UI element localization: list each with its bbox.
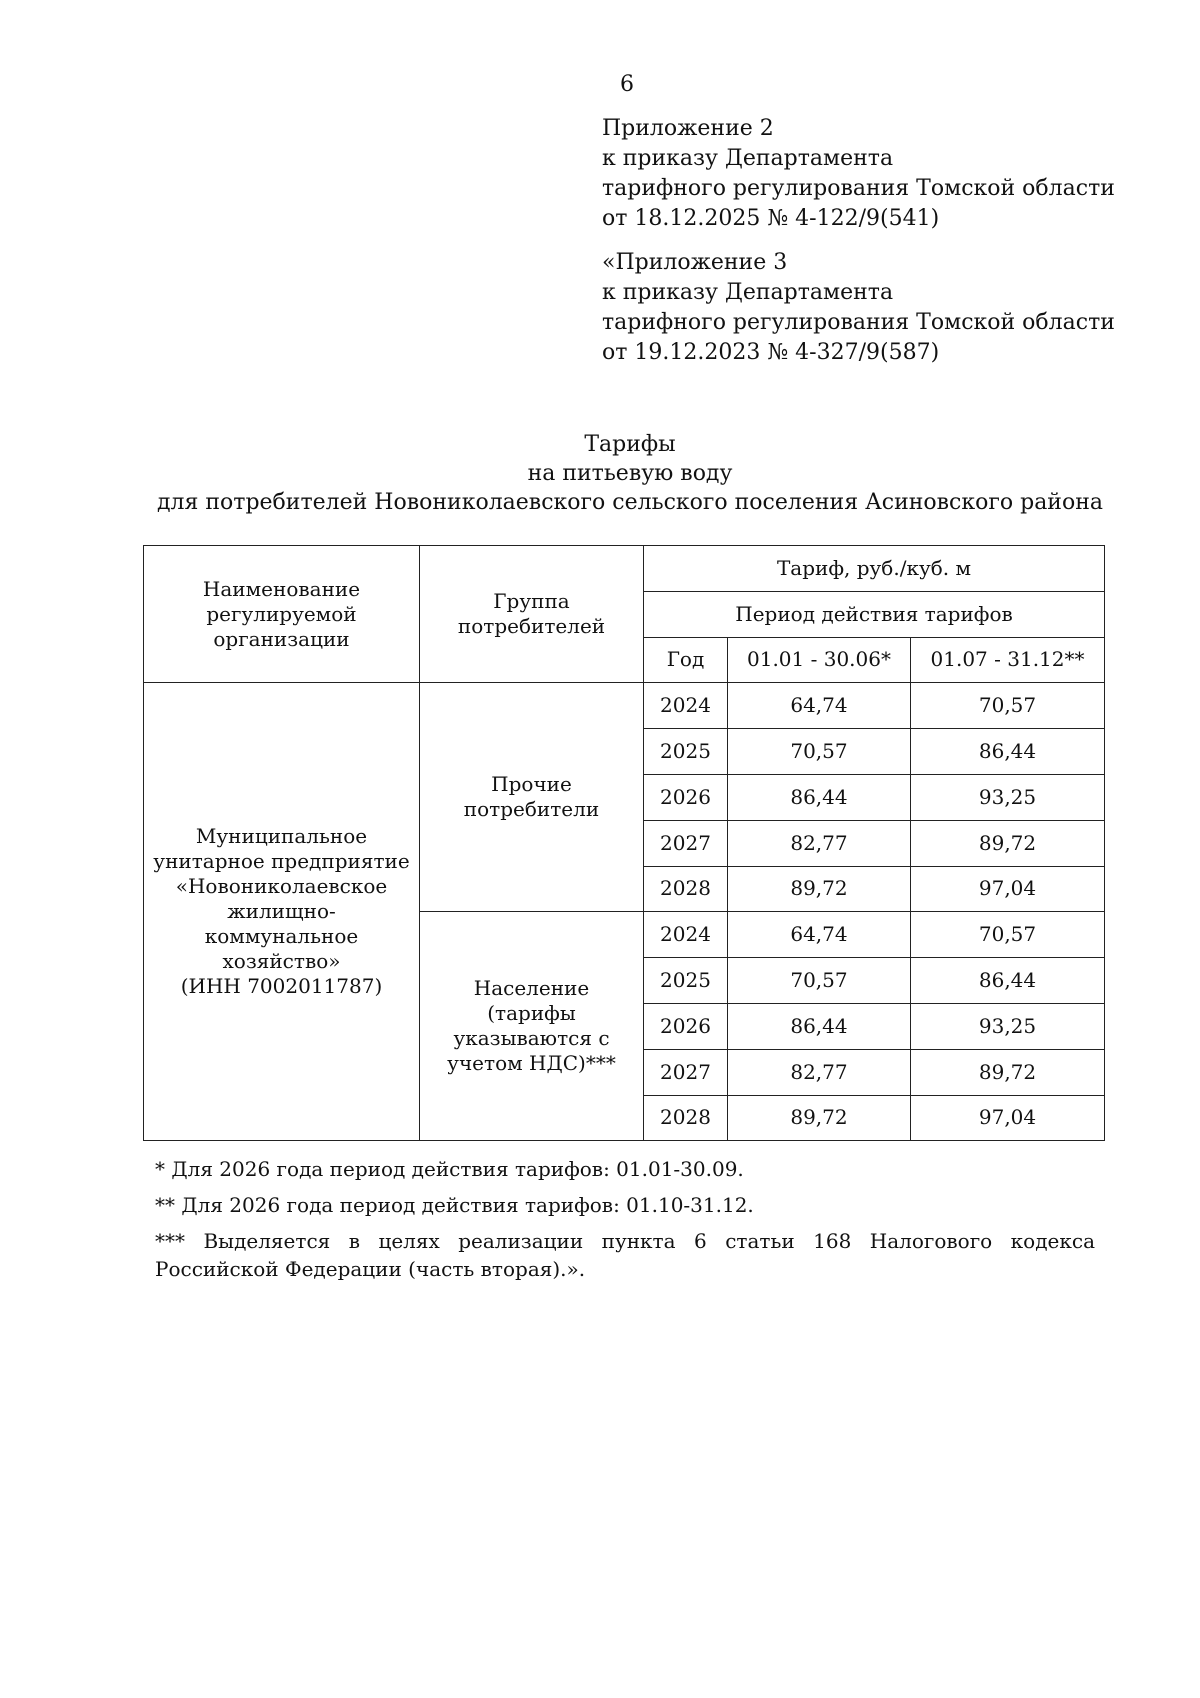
year-cell: 2027 [644,820,728,866]
year-cell: 2026 [644,1003,728,1049]
tariff-period-2-cell: 97,04 [911,1095,1105,1141]
header-org: Наименование регулируемой организации [144,546,420,683]
tariff-table [143,545,1105,1141]
annex-reference-current [602,114,1162,234]
tariff-period-1-cell: 89,72 [728,1095,911,1141]
tariff-period-2-cell: 86,44 [911,729,1105,775]
annex-line: от 18.12.2025 № 4-122/9(541) [602,206,940,231]
organization-name-line: Муниципальное [195,824,368,849]
consumer-group-line: Прочие [491,772,572,797]
header-group: Группа потребителей [420,546,644,683]
footnote-2: ** Для 2026 года период действия тарифов: 01.10-31.12. [155,1193,754,1217]
year-cell: 2026 [644,774,728,820]
tariff-period-1-cell: 89,72 [728,866,911,912]
tariff-period-2-cell: 89,72 [911,820,1105,866]
tariff-period-2-cell: 97,04 [911,866,1105,912]
footnote-1: * Для 2026 года период действия тарифов: 01.01-30.09. [155,1157,744,1181]
year-cell: 2027 [644,1049,728,1095]
annex-reference-original [602,248,1162,368]
header-tariff: Тариф, руб./куб. м [644,546,1105,592]
document-title [120,430,1140,517]
tariff-period-1-cell: 86,44 [728,774,911,820]
tariff-period-1-cell: 82,77 [728,1049,911,1095]
consumer-group-line: учетом НДС)*** [447,1051,616,1076]
annex-line: тарифного регулирования Томской области [602,310,1115,335]
header-period-2: 01.07 - 31.12** [911,637,1105,683]
organization-name-line: хозяйство» [222,949,341,974]
tariff-period-1-cell: 82,77 [728,820,911,866]
tariff-period-2-cell: 70,57 [911,912,1105,958]
footnotes [155,1155,1095,1291]
page-number: 6 [620,72,634,97]
year-cell: 2025 [644,958,728,1004]
annex-line: к приказу Департамента [602,280,894,305]
consumer-group-line: Население [473,976,590,1001]
year-cell: 2028 [644,1095,728,1141]
annex-line: к приказу Департамента [602,146,894,171]
tariff-period-1-cell: 86,44 [728,1003,911,1049]
annex-line: «Приложение 3 [602,250,788,275]
tariff-period-1-cell: 64,74 [728,683,911,729]
header-period-1: 01.01 - 30.06* [728,637,911,683]
year-cell: 2025 [644,729,728,775]
consumer-group-line: (тарифы [487,1001,576,1026]
organization-name-line: «Новониколаевское [175,874,388,899]
year-cell: 2024 [644,912,728,958]
organization-name-line: унитарное предприятие [153,849,410,874]
footnote-3: *** Выделяется в целях реализации пункта 6 статьи 168 Налогового кодекса Российской Федерации (часть вторая).». [155,1229,1095,1281]
organization-name-line: (ИНН 7002011787) [180,974,383,999]
consumer-group-line: потребители [463,797,600,822]
consumer-group-cell [420,683,644,912]
tariff-period-1-cell: 70,57 [728,958,911,1004]
annex-line: от 19.12.2023 № 4-327/9(587) [602,340,940,365]
consumer-group-line: указываются с [453,1026,610,1051]
year-cell: 2024 [644,683,728,729]
year-cell: 2028 [644,866,728,912]
organization-name-line: жилищно- [227,899,336,924]
annex-line: Приложение 2 [602,116,774,141]
tariff-period-2-cell: 93,25 [911,1003,1105,1049]
tariff-period-1-cell: 70,57 [728,729,911,775]
organization-name-line: коммунальное [204,924,359,949]
title-line: Тарифы [584,432,676,457]
tariff-period-1-cell: 64,74 [728,912,911,958]
tariff-table-body [144,546,1105,1141]
tariff-period-2-cell: 86,44 [911,958,1105,1004]
title-line: на питьевую воду [527,461,733,486]
table-row [144,683,1105,729]
annex-line: тарифного регулирования Томской области [602,176,1115,201]
tariff-period-2-cell: 89,72 [911,1049,1105,1095]
header-period: Период действия тарифов [644,591,1105,637]
header-row [144,546,1105,592]
consumer-group-cell [420,912,644,1141]
tariff-period-2-cell: 70,57 [911,683,1105,729]
header-year: Год [644,637,728,683]
organization-name-cell [144,683,420,1141]
title-line: для потребителей Новониколаевского сельского поселения Асиновского района [156,490,1103,515]
tariff-period-2-cell: 93,25 [911,774,1105,820]
